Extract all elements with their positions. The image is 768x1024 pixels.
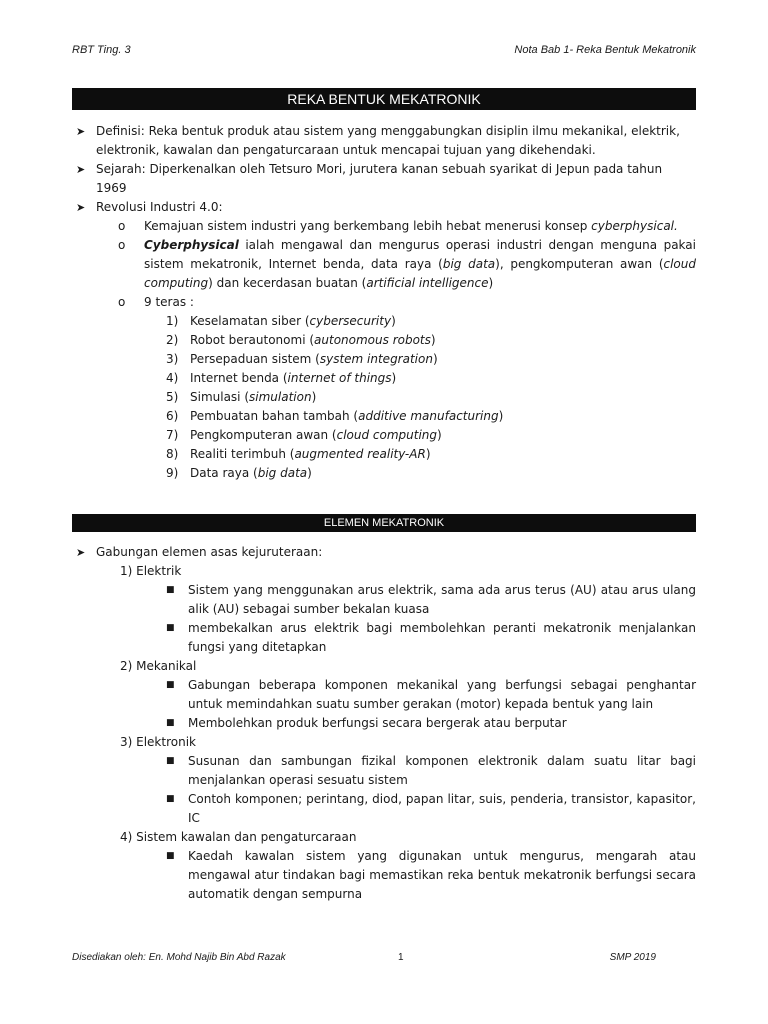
sub-item-cyberphysical: o Cyberphysical ialah mengawal dan mengurus operasi industri dengan menguna pakai sistem mekatronik, Internet benda, data raya (big data), pengkomputeran awan (cloud computing) dan kecerdasan buatan (artificial intelligence)	[118, 238, 696, 290]
teras-item: 7) Pengkomputeran awan (cloud computing)	[72, 426, 696, 445]
arrow-bullet-icon: ➤	[76, 125, 86, 138]
item-number: 9)	[166, 466, 179, 480]
square-bullet-icon: ■	[166, 756, 175, 766]
elektrik-bullet-1: ■ Sistem yang menggunakan arus elektrik, sama ada arus terus (AU) atau arus ulang alik (AU) sebagai sumber bekalan kuasa	[166, 583, 696, 616]
item-number: 8)	[166, 447, 179, 461]
history-text: Sejarah: Diperkenalkan oleh Tetsuro Mori, jurutera kanan sebuah syarikat di Jepun pada tahun 1969	[96, 162, 663, 195]
item-number: 3)	[166, 352, 179, 366]
elemen-elektronik: 3) Elektronik	[120, 735, 196, 749]
teras-item: 5) Simulasi (simulation)	[72, 388, 696, 407]
section-title-reka-bentuk: REKA BENTUK MEKATRONIK	[72, 88, 696, 110]
teras-item: 2) Robot berautonomi (autonomous robots)	[72, 331, 696, 350]
sub-item-kemajuan: o Kemajuan sistem industri yang berkembang lebih hebat menerusi konsep cyberphysical.	[72, 217, 696, 236]
mekanikal-bullet-1: ■ Gabungan beberapa komponen mekanikal yang berfungsi sebagai penghantar untuk memindahkan suatu sumber gerakan (motor) kepada bentuk yang lain	[166, 678, 696, 711]
section-reka-bentuk	[72, 122, 696, 483]
mekanikal-bullet-2: ■ Membolehkan produk berfungsi secara bergerak atau berputar	[72, 714, 696, 733]
elemen-kawalan: 4) Sistem kawalan dan pengaturcaraan	[120, 830, 357, 844]
elektronik-bullet-2: ■ Contoh komponen; perintang, diod, papan litar, suis, penderia, transistor, kapasitor, IC	[166, 792, 696, 825]
item-number: 1)	[166, 314, 179, 328]
item-number: 2)	[166, 333, 179, 347]
item-number: 5)	[166, 390, 179, 404]
elektrik-bullet-2: ■ membekalkan arus elektrik bagi membolehkan peranti mekatronik menjalankan fungsi yang ditetapkan	[166, 621, 696, 654]
revolution-text: Revolusi Industri 4.0:	[96, 200, 223, 214]
square-bullet-icon: ■	[166, 585, 175, 595]
footer-school: SMP 2019	[609, 952, 656, 963]
elemen-mekanikal: 2) Mekanikal	[120, 659, 197, 673]
teras-item: 8) Realiti terimbuh (augmented reality-AR)	[72, 445, 696, 464]
arrow-bullet-icon: ➤	[76, 201, 86, 214]
footer-page-number: 1	[398, 952, 404, 963]
revolution-item	[72, 198, 696, 217]
teras-item: 3) Persepaduan sistem (system integration)	[72, 350, 696, 369]
item-number: 7)	[166, 428, 179, 442]
arrow-bullet-icon: ➤	[76, 163, 86, 176]
definition-item	[72, 122, 696, 160]
teras-list	[72, 312, 696, 483]
footer-author: Disediakan oleh: En. Mohd Najib Bin Abd Razak	[72, 952, 286, 963]
teras-item: 9) Data raya (big data)	[72, 464, 696, 483]
circle-bullet-icon: o	[118, 295, 126, 309]
teras-item: 1) Keselamatan siber (cybersecurity)	[72, 312, 696, 331]
square-bullet-icon: ■	[166, 680, 175, 690]
item-number: 4)	[166, 371, 179, 385]
kawalan-bullet-1: ■ Kaedah kawalan sistem yang digunakan untuk mengurus, mengarah atau mengawal atur tindakan bagi memastikan reka bentuk mekatronik berfungsi secara automatik dengan sempurna	[166, 849, 696, 901]
header-left: RBT Ting. 3	[72, 44, 131, 56]
item-number: 6)	[166, 409, 179, 423]
section-elemen	[72, 543, 696, 904]
square-bullet-icon: ■	[166, 623, 175, 633]
teras-item: 4) Internet benda (internet of things)	[72, 369, 696, 388]
elektronik-bullet-1: ■ Susunan dan sambungan fizikal komponen elektronik dalam suatu litar bagi menjalankan operasi sesuatu sistem	[166, 754, 696, 787]
circle-bullet-icon: o	[118, 219, 126, 233]
section-title-elemen: ELEMEN MEKATRONIK	[72, 514, 696, 532]
circle-bullet-icon: o	[118, 238, 126, 252]
header-right: Nota Bab 1- Reka Bentuk Mekatronik	[514, 44, 696, 56]
definition-text: Definisi: Reka bentuk produk atau sistem yang menggabungkan disiplin ilmu mekanikal, elektrik, elektronik, kawalan dan pengaturcaraan untuk mencapai tujuan yang dikehendaki.	[96, 124, 680, 157]
elemen-elektrik: 1) Elektrik	[120, 564, 182, 578]
teras-item: 6) Pembuatan bahan tambah (additive manufacturing)	[72, 407, 696, 426]
history-item	[72, 160, 696, 198]
sub-item-9-teras: o 9 teras :	[72, 293, 696, 312]
square-bullet-icon: ■	[166, 718, 175, 728]
square-bullet-icon: ■	[166, 851, 175, 861]
square-bullet-icon: ■	[166, 794, 175, 804]
elemen-intro: ➤ Gabungan elemen asas kejuruteraan:	[72, 543, 696, 562]
arrow-bullet-icon: ➤	[76, 546, 86, 559]
